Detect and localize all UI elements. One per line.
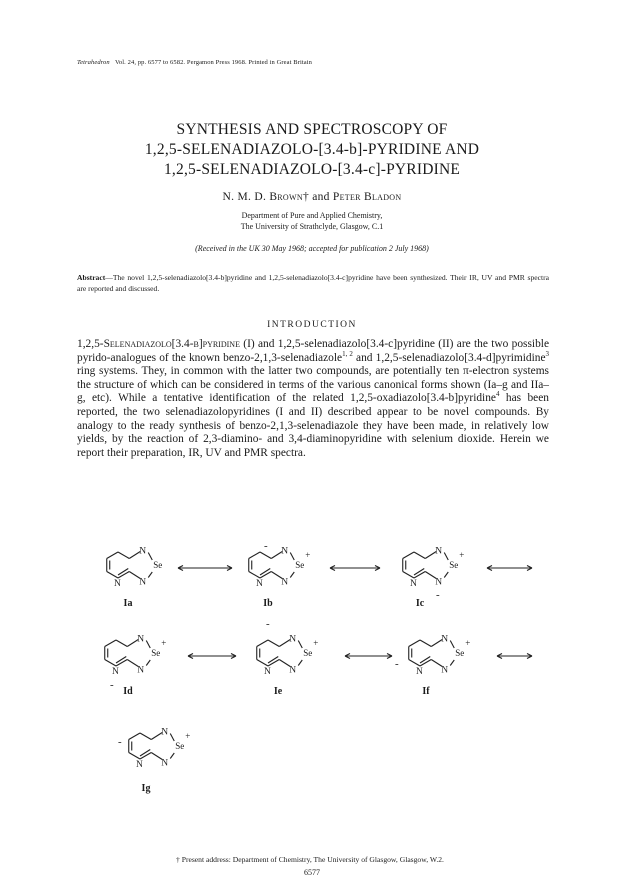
ie-pyridine-n: N <box>264 667 271 677</box>
ia-double-bond-b <box>118 569 128 576</box>
ib-bond-n-bottom <box>271 572 282 579</box>
ig-minus-charge: - <box>118 736 122 748</box>
id-ring-bond-4 <box>116 660 127 667</box>
arrow-ie-if-head-left2 <box>387 654 392 657</box>
introduction-paragraph <box>77 338 549 460</box>
ia-bond-se-top <box>148 553 152 561</box>
arrow-ia-ib-head-right2 <box>227 568 232 571</box>
body-text-2: and 1,2,5-selenadiazolo[3.4-d]pyrimidine <box>352 351 546 364</box>
if-double-bond-b <box>420 657 430 664</box>
ie-plus-charge: + <box>313 638 319 648</box>
reference-1: 1, 2 <box>342 349 353 358</box>
ic-ring-bond-4 <box>414 572 425 579</box>
author2-first: Peter <box>332 191 361 203</box>
author1-initials: N. M. D. <box>222 191 267 203</box>
id-double-bond-b <box>116 657 126 664</box>
body-text-1: (I) and 1,2,5-selenadiazolo[3.4-c]pyridine (II) are the two possible pyrido-analogues of the known benzo-2,1,3-selenadiazole <box>77 338 549 364</box>
reference-3: 4 <box>495 390 500 399</box>
structure-label-ia: Ia <box>123 598 133 609</box>
ib-selenium: Se <box>295 560 305 570</box>
ig-ring-bond-0 <box>140 733 151 740</box>
compound-name-lead: 1,2,5-Selenadiazolo[3.4-b]pyridine <box>77 338 240 350</box>
title-line-3: 1,2,5-SELENADIAZOLO-[3.4-c]-PYRIDINE <box>163 161 461 178</box>
ig-bond-se-bottom <box>170 753 174 759</box>
id-bond-n-bottom <box>127 660 138 667</box>
id-pyridine-n: N <box>112 667 119 677</box>
ia-ring-bond-1 <box>107 552 118 559</box>
arrow-ib-ic-head-right2 <box>375 568 380 571</box>
ib-bond-se-top <box>290 553 294 561</box>
ib-n-bottom: N <box>281 577 289 588</box>
if-ring-bond-1 <box>409 640 420 647</box>
ia-bond-n-top <box>129 552 140 559</box>
arrow-ic-next-head-left <box>487 566 492 569</box>
if-n-bottom: N <box>441 665 449 676</box>
body-text-4: has been reported, the two selenadiazolopyridines (I and II) described appear to be novel compounds. By analogy to the ready synthesis of benzo-2,1,3-selenadiazole they have been made, in relatively low yields, by the reaction of 2,3-diamino- and 3,4-diaminopyridine with selenium dioxide. Herein we report their preparation, IR, UV and PMR spectra. <box>77 392 549 459</box>
ig-plus-charge: + <box>185 731 191 741</box>
id-bond-n-top <box>127 640 138 647</box>
journal-details: Vol. 24, pp. 6577 to 6582. Pergamon Press 1968. Printed in Great Britain <box>114 59 313 66</box>
ic-pyridine-n: N <box>410 579 417 589</box>
if-bond-se-top <box>450 641 454 649</box>
affiliation-line-2: The University of Strathclyde, Glasgow, C.1 <box>240 222 384 231</box>
article-title <box>0 120 624 180</box>
id-ring-bond-3 <box>105 660 116 667</box>
ie-n-bottom: N <box>289 665 297 676</box>
body-text-3: ring systems. They, in common with the latter two compounds, are potentially ten π-electron systems the structure of which can be considered in terms of the various canonical forms shown (Ia–g and IIa–g, etc). While a tentative identification of the related 1,2,5-oxadiazolo[3.4-b]pyridine <box>77 365 549 405</box>
ic-selenium: Se <box>449 560 459 570</box>
ia-selenium: Se <box>153 560 163 570</box>
ia-n-top: N <box>139 546 147 557</box>
ic-bond-n-top <box>425 552 436 559</box>
ib-plus-charge: + <box>305 550 311 560</box>
ie-bond-n-bottom <box>279 660 290 667</box>
ib-minus-charge: - <box>264 540 268 552</box>
arrow-id-ie-head-right <box>188 656 193 659</box>
structure-label-if: If <box>422 686 430 697</box>
structure-label-ie: Ie <box>273 686 283 697</box>
author-line <box>0 191 624 203</box>
ig-n-bottom: N <box>161 758 169 769</box>
ic-plus-charge: + <box>459 550 465 560</box>
arrow-ie-if-head-right <box>345 656 350 659</box>
affiliation-line-1: Department of Pure and Applied Chemistry, <box>241 211 383 220</box>
journal-name: Tetrahedron <box>77 59 110 66</box>
if-bond-n-top <box>431 640 442 647</box>
ie-minus-charge: - <box>266 618 270 630</box>
author1-dagger: † <box>302 191 310 203</box>
structure-label-id: Id <box>123 686 133 697</box>
footnote: † Present address: Department of Chemistry, The University of Glasgow, Glasgow, W.2. <box>176 855 444 864</box>
structure-label-ib: Ib <box>263 598 273 609</box>
affiliation <box>0 210 624 232</box>
ic-ring-bond-3 <box>403 572 414 579</box>
title-line-1: SYNTHESIS AND SPECTROSCOPY OF <box>176 121 448 138</box>
ib-ring-bond-3 <box>249 572 260 579</box>
ig-bond-n-top <box>151 733 162 740</box>
id-n-bottom: N <box>137 665 145 676</box>
id-ring-bond-0 <box>116 640 127 647</box>
id-minus-charge: - <box>110 679 114 691</box>
abstract <box>77 272 549 294</box>
ic-minus-charge: - <box>436 589 440 601</box>
arrow-id-ie-head-right2 <box>231 656 236 659</box>
ig-selenium: Se <box>175 741 185 751</box>
ie-ring-bond-3 <box>257 660 268 667</box>
ic-n-top: N <box>435 546 443 557</box>
author1-surname: Brown <box>269 191 303 203</box>
ie-bond-se-top <box>298 641 302 649</box>
ig-n-top: N <box>161 727 169 738</box>
title-line-2: 1,2,5-SELENADIAZOLO-[3.4-b]-PYRIDINE AND <box>144 141 480 158</box>
arrow-ib-ic-head-left <box>330 566 335 569</box>
arrow-if-next-head-right <box>497 656 502 659</box>
id-bond-se-bottom <box>146 660 150 666</box>
ib-n-top: N <box>281 546 289 557</box>
arrow-if-next-head-left <box>497 654 502 657</box>
ia-n-bottom: N <box>139 577 147 588</box>
arrow-ib-ic-head-right <box>330 568 335 571</box>
author-conjunction: and <box>312 191 330 203</box>
ie-bond-se-bottom <box>298 660 302 666</box>
ic-n-bottom: N <box>435 577 443 588</box>
arrow-id-ie-head-left <box>188 654 193 657</box>
received-text: (Received in the UK 30 May 1968; accepted for publication 2 July 1968) <box>195 244 429 253</box>
arrow-ie-if-head-left <box>345 654 350 657</box>
abstract-label: Abstract <box>77 273 106 282</box>
ia-pyridine-n: N <box>114 579 121 589</box>
if-ring-bond-3 <box>409 660 420 667</box>
ic-bond-n-bottom <box>425 572 436 579</box>
if-ring-bond-0 <box>420 640 431 647</box>
ig-pyridine-n: N <box>136 760 143 770</box>
ia-ring-bond-3 <box>107 572 118 579</box>
if-bond-se-bottom <box>450 660 454 666</box>
arrow-ie-if-head-right2 <box>387 656 392 659</box>
ib-ring-bond-1 <box>249 552 260 559</box>
if-bond-n-bottom <box>431 660 442 667</box>
ie-bond-n-top <box>279 640 290 647</box>
structure-label-ig: Ig <box>141 783 151 794</box>
author2-surname: Bladon <box>364 191 402 203</box>
if-plus-charge: + <box>465 638 471 648</box>
ic-bond-se-top <box>444 553 448 561</box>
ie-selenium: Se <box>303 648 313 658</box>
structure-label-ic: Ic <box>415 598 425 609</box>
ie-ring-bond-4 <box>268 660 279 667</box>
ig-ring-bond-4 <box>140 753 151 760</box>
ig-ring-bond-1 <box>129 733 140 740</box>
ia-ring-bond-4 <box>118 572 129 579</box>
if-n-top: N <box>441 634 449 645</box>
if-selenium: Se <box>455 648 465 658</box>
ie-ring-bond-0 <box>268 640 279 647</box>
id-ring-bond-1 <box>105 640 116 647</box>
running-header <box>77 59 312 66</box>
received-dates <box>0 244 624 253</box>
arrow-if-next-head-right2 <box>527 656 532 659</box>
ib-pyridine-n: N <box>256 579 263 589</box>
ia-ring-bond-0 <box>118 552 129 559</box>
reference-2: 3 <box>545 349 550 358</box>
ig-double-bond-b <box>140 750 150 757</box>
ib-ring-bond-4 <box>260 572 271 579</box>
ib-ring-bond-0 <box>260 552 271 559</box>
ic-bond-se-bottom <box>444 572 448 578</box>
ib-bond-se-bottom <box>290 572 294 578</box>
id-selenium: Se <box>151 648 161 658</box>
if-ring-bond-4 <box>420 660 431 667</box>
ie-double-bond-b <box>268 657 278 664</box>
arrow-ic-next-head-left2 <box>527 566 532 569</box>
ie-n-top: N <box>289 634 297 645</box>
ic-double-bond-b <box>414 569 424 576</box>
ib-double-bond-b <box>260 569 270 576</box>
ia-bond-se-bottom <box>148 572 152 578</box>
id-plus-charge: + <box>161 638 167 648</box>
ig-bond-se-top <box>170 734 174 742</box>
ia-bond-n-bottom <box>129 572 140 579</box>
arrow-ic-next-head-right <box>487 568 492 571</box>
ic-ring-bond-1 <box>403 552 414 559</box>
ib-bond-n-top <box>271 552 282 559</box>
arrow-ib-ic-head-left2 <box>375 566 380 569</box>
abstract-text: —The novel 1,2,5-selenadiazolo[3.4-b]pyridine and 1,2,5-selenadiazolo[3.4-c]pyridine have been synthesized. Their IR, UV and PMR spectra are reported and discussed. <box>77 273 549 293</box>
arrow-ia-ib-head-left <box>178 566 183 569</box>
id-n-top: N <box>137 634 145 645</box>
if-pyridine-n: N <box>416 667 423 677</box>
ig-bond-n-bottom <box>151 753 162 760</box>
page-number: 6577 <box>304 868 320 877</box>
arrow-ia-ib-head-right <box>178 568 183 571</box>
if-minus-charge: - <box>395 658 399 670</box>
id-bond-se-top <box>146 641 150 649</box>
arrow-ic-next-head-right2 <box>527 568 532 571</box>
ic-ring-bond-0 <box>414 552 425 559</box>
section-heading: INTRODUCTION <box>267 320 357 330</box>
arrow-id-ie-head-left2 <box>231 654 236 657</box>
ie-ring-bond-1 <box>257 640 268 647</box>
ig-ring-bond-3 <box>129 753 140 760</box>
arrow-if-next-head-left2 <box>527 654 532 657</box>
arrow-ia-ib-head-left2 <box>227 566 232 569</box>
